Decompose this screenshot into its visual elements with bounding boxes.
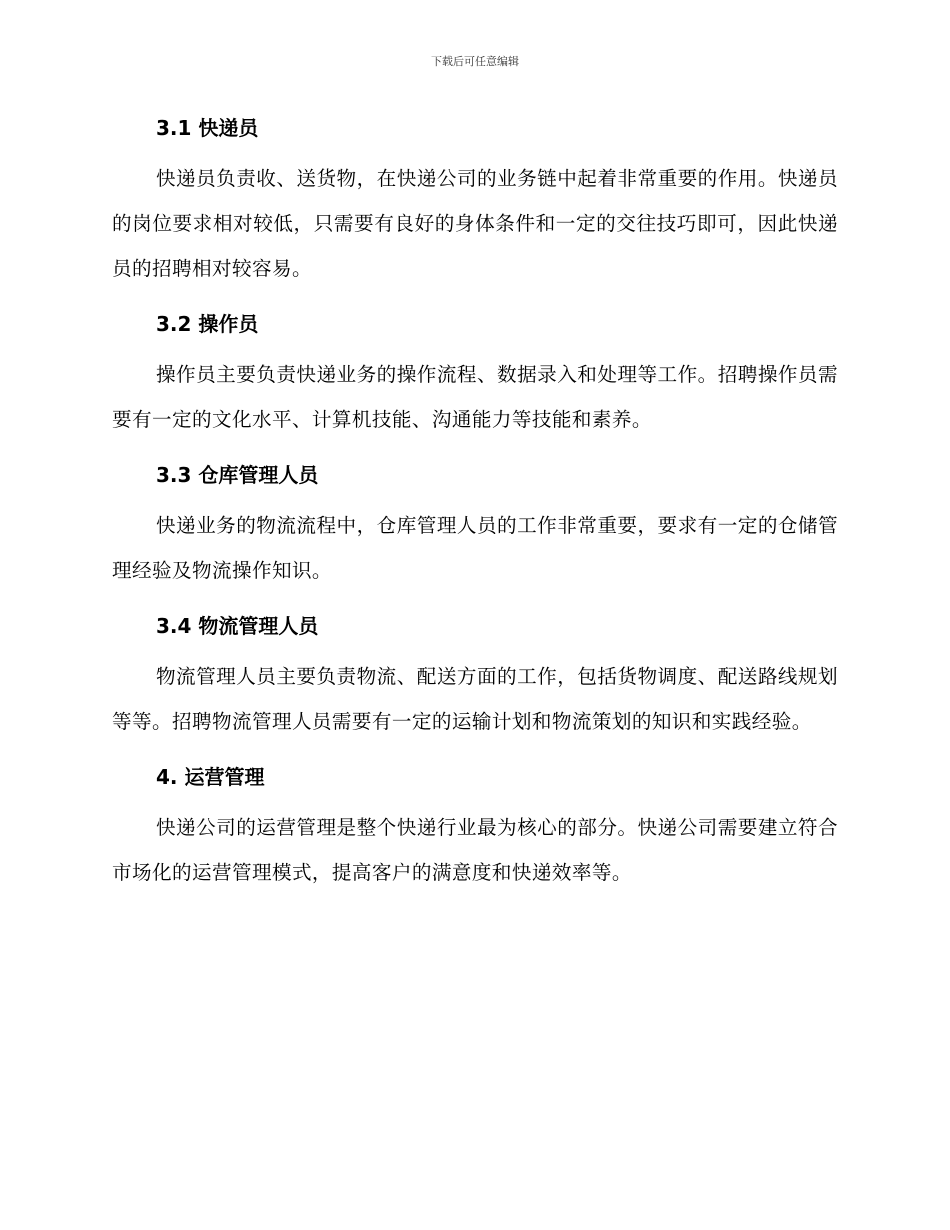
section-3-1 — [112, 108, 838, 291]
section-heading: 3.4 物流管理人员 — [156, 614, 319, 638]
page-header: 下载后可任意编辑 — [431, 55, 519, 68]
section-heading: 4. 运营管理 — [156, 765, 265, 789]
section-paragraph: 快递业务的物流流程中，仓库管理人员的工作非常重要，要求有一定的仓储管理经验及物流操作知识。 — [112, 514, 838, 582]
section-3-3 — [112, 455, 838, 593]
section-paragraph: 操作员主要负责快递业务的操作流程、数据录入和处理等工作。招聘操作员需要有一定的文化水平、计算机技能、沟通能力等技能和素养。 — [112, 363, 838, 431]
section-3-4 — [112, 606, 838, 744]
section-paragraph: 快递员负责收、送货物，在快递公司的业务链中起着非常重要的作用。快递员的岗位要求相对较低，只需要有良好的身体条件和一定的交往技巧即可，因此快递员的招聘相对较容易。 — [112, 167, 838, 280]
section-heading: 3.2 操作员 — [156, 312, 259, 336]
document-body — [112, 108, 838, 908]
section-heading: 3.3 仓库管理人员 — [156, 463, 319, 487]
section-paragraph: 物流管理人员主要负责物流、配送方面的工作，包括货物调度、配送路线规划等等。招聘物流管理人员需要有一定的运输计划和物流策划的知识和实践经验。 — [112, 665, 838, 733]
section-heading: 3.1 快递员 — [156, 116, 259, 140]
section-4 — [112, 757, 838, 895]
section-3-2 — [112, 304, 838, 442]
section-paragraph: 快递公司的运营管理是整个快递行业最为核心的部分。快递公司需要建立符合市场化的运营管理模式，提高客户的满意度和快递效率等。 — [112, 816, 838, 884]
